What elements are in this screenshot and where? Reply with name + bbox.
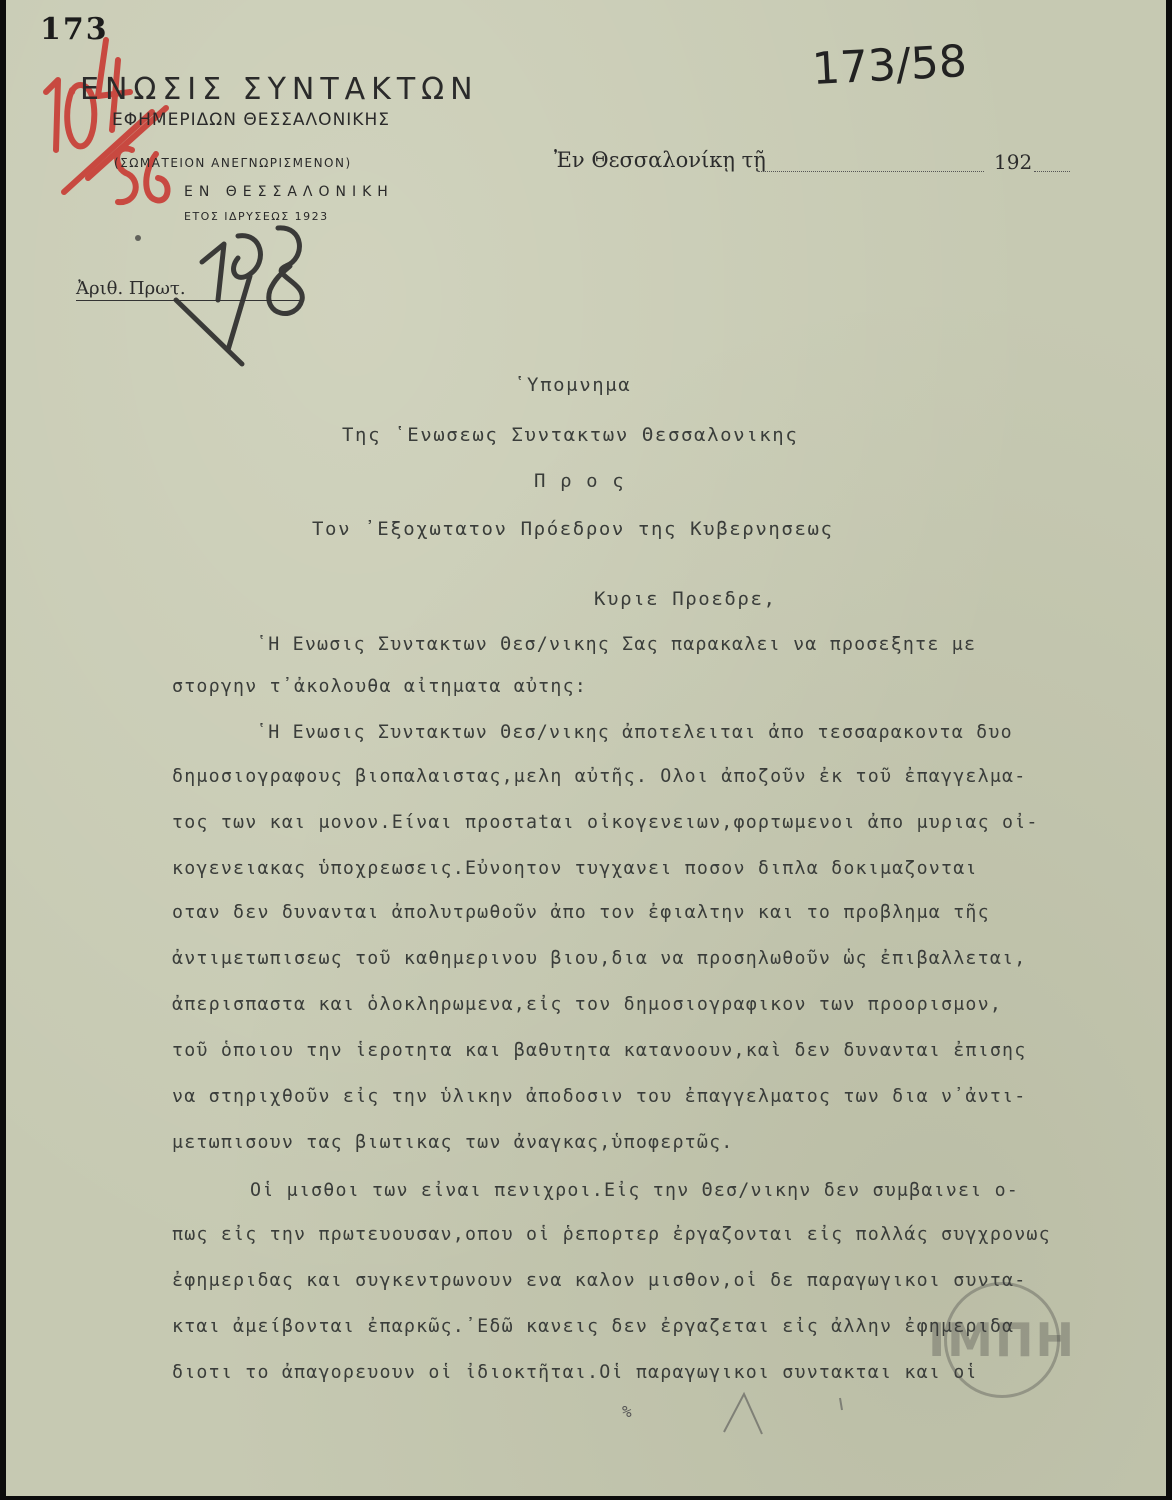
body-line: μετωπισουν τας βιωτικας των ἀναγκας,ὑποφερτῶς.: [172, 1132, 734, 1153]
protocol-rule: [76, 300, 300, 301]
body-line: τος των και μονον.Είναι προστatαι οἰκογενειων,φορτωμενοι ἀπο μυριας οἰ-: [172, 812, 1039, 833]
memo-from: Της ῾Ενωσεως Συντακτων Θεσσαλονικης: [342, 424, 799, 446]
body-line: ῾Η Ενωσις Συντακτων Θεσ/νικης Σας παρακαλει να προσεξητε με: [256, 634, 977, 655]
body-line: ἐφημεριδας και συγκεντρωνουν ενα καλον μισθον,οἱ δε παραγωγικοι συντα-: [172, 1270, 1027, 1291]
date-dotted-line: [758, 171, 984, 172]
salutation: Κυριε Προεδρε,: [594, 588, 777, 610]
date-line-prefix: Ἐν Θεσσαλονίκῃ τῇ: [554, 148, 766, 172]
body-line: δημοσιογραφους βιοπαλαιστας,μελη αὐτῆς. Ολοι ἀποζοῦν ἐκ τοῦ ἐπαγγελμα-: [172, 766, 1027, 787]
memo-recipient: Τον ᾽Εξοχωτατον Πρόεδρον της Κυβερνησεως: [312, 518, 834, 540]
letterhead-subtitle: ΕΦΗΜΕΡΙΔΩΝ ΘΕΣΣΑΛΟΝΙΚΗΣ: [112, 110, 390, 130]
document-page: [6, 0, 1166, 1496]
date-line-year: 192: [994, 150, 1033, 174]
memo-to-word: Π ρ ο ς: [534, 470, 626, 492]
body-line: οταν δεν δυνανται ἀπολυτρωθοῦν ἀπο τον ἐφιαλτην και το προβλημα τῆς: [172, 902, 990, 923]
body-line: ῾Η Ενωσις Συντακτων Θεσ/νικης ἀποτελειται ἀπο τεσσαρακοντα δυο: [256, 722, 1013, 743]
body-line: στοργην τ᾽ἀκολουθα αἰτηματα αὐτης:: [172, 676, 588, 697]
letterhead-founded: ΕΤΟΣ ΙΔΡΥΣΕΩΣ 1923: [184, 210, 329, 223]
letterhead-status: (ΣΩΜΑΤΕΙΟΝ ΑΝΕΓΝΩΡΙΣΜΕΝΟΝ): [114, 156, 352, 170]
protocol-label: Ἀριθ. Πρωτ.: [76, 278, 186, 299]
footer-mark: %: [622, 1402, 634, 1421]
folio-number: 173: [40, 12, 109, 47]
body-line: ἀντιμετωπισεως τοῦ καθημερινου βιου,δια να προσηλωθοῦν ὡς ἐπιβαλλεται,: [172, 948, 1027, 969]
pencil-mark: [176, 228, 302, 364]
memo-title: ῾Υπομνημα: [514, 374, 632, 396]
body-line: πως εἰς την πρωτευουσαν,οπου οἱ ῥεπορτερ ἐργαζονται εἰς πολλάς συγχρονως: [172, 1224, 1051, 1245]
body-line: κται ἀμείβονται ἐπαρκῶς.᾽Εδῶ κανεις δεν ἐργαζεται εἰς ἀλλην ἐφημεριδα: [172, 1316, 1015, 1337]
body-line: κογενειακας ὑποχρεωσεις.Εὐνοητον τυγχανει ποσον διπλα δοκιμαζονται: [172, 858, 978, 879]
archive-stamp: ΙΜΠΗ: [944, 1282, 1060, 1398]
body-line: να στηριχθοῦν εἰς την ὑλικην ἀποδοσιν του ἐπαγγελματος των δια ν᾽ἀντι-: [172, 1086, 1027, 1107]
body-line: διοτι το ἀπαγορευουν οἱ ἰδιοκτῆται.Οἱ παραγωγικοι συντακται και οἱ: [172, 1362, 978, 1383]
archive-reference: 173/58: [810, 35, 969, 96]
letterhead-organization: ΕΝΩΣΙΣ ΣΥΝΤΑΚΤΩΝ: [80, 72, 479, 107]
letterhead-city: ΕΝ ΘΕΣΣΑΛΟΝΙΚΗ: [184, 184, 394, 200]
body-line: τοῦ ὁποιου την ἱεροτητα και βαθυτητα κατανοουν,καὶ δεν δυνανται ἐπισης: [172, 1040, 1027, 1061]
bottom-pencil-strokes: [724, 1394, 842, 1434]
body-line: Οἱ μισθοι των εἰναι πενιχροι.Εἰς την Θεσ/νικην δεν συμβαινει ο-: [250, 1180, 1019, 1201]
body-line: ἀπερισπαστα και ὁλοκληρωμενα,εἰς τον δημοσιογραφικον των προορισμον,: [172, 994, 1003, 1015]
year-dotted-line: [1034, 171, 1070, 172]
